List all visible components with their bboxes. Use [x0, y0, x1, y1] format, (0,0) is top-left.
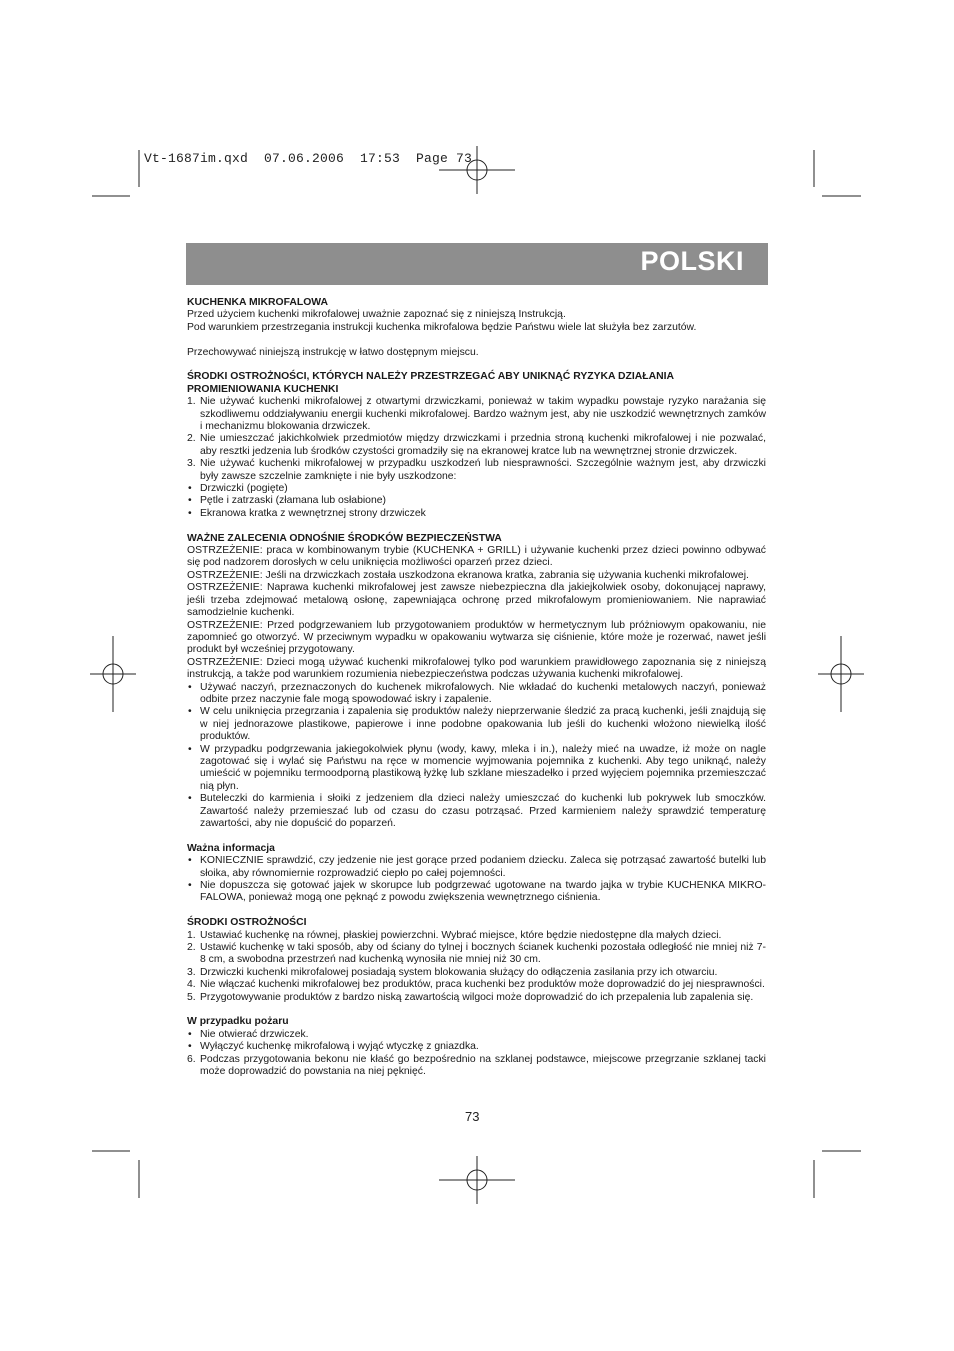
list-item: 3. Nie używać kuchenki mikrofalowej w przypadku uszkodzeń lub niesprawności. Szczególnie ważnym jest, aby drzwiczki były zawsze szczelnie zamknięte i nie były uszkodzone: — [187, 458, 766, 482]
section-title: Ważna informacja — [187, 842, 275, 854]
registration-mark-left — [90, 636, 136, 712]
list-item: 1. Ustawiać kuchenkę na równej, płaskiej powierzchni. Wybrać miejsce, które będzie niedostępne dla małych dzieci. — [187, 929, 722, 941]
bullet-item: • Ekranowa kratka z wewnętrznej strony drzwiczek — [188, 507, 426, 519]
list-item: 3. Drzwiczki kuchenki mikrofalowej posiadają system blokowania służący do odłączenia zasilania przy ich otwarciu. — [187, 966, 718, 978]
language-banner — [186, 243, 768, 285]
paragraph: Przechowywać niniejszą instrukcję w łatwo dostępnym miejscu. — [187, 346, 479, 358]
bullet-item: • Buteleczki do karmienia i słoiki z jedzeniem dla dzieci należy umieszczać do kuchenki lub pokrywek lub smoczków. Zawartość należy przemieszać lub od czasu do czasu potrząsać. Przed karmieniem należy sprawdzić temperaturę zawartości, aby nie dopuścić do poparzeń. — [188, 793, 766, 830]
bullet-item: • Nie dopuszcza się gotować jajek w skorupce lub podgrzewać ugotowane na twardo jajka w trybie KUCHENKA MIKRO-FALOWA, ponieważ mogą one pęknąć z powodu zwiększenia wewnętrznego ciśnienia. — [188, 880, 766, 904]
section-title: ŚRODKI OSTROŻNOŚCI — [187, 917, 307, 929]
warning: OSTRZEŻENIE: praca w kombinowanym trybie (KUCHENKA + GRILL) i używanie kuchenki przez dzieci powinno odbywać się pod nadzorem dorosłych w celu uniknięcia możliwości oparzeń przez dzieci. — [187, 545, 766, 569]
section-title: WAŻNE ZALECENIA ODNOŚNIE ŚRODKÓW BEZPIECZEŃSTWA — [187, 532, 502, 544]
list-item: 2. Nie umieszczać jakichkolwiek przedmiotów między drzwiczkami i przednia stroną kuchenki mikrofalowej i nie pozwalać, aby resztki jedzenia lub środków czystości gromadziły się na ekranowej kratce lub na wewnętrznej stronie drzwiczek. — [187, 433, 766, 457]
warning: OSTRZEŻENIE: Przed podgrzewaniem lub przygotowaniem produktów w hermetycznym lub próżniowym opakowaniu, nie zapomnieć go otworzyć. W przeciwnym wypadku w opakowaniu wytwarza się ciśnienie, które może je rozerwać, nawet jeśli produkt był wcześniej przygotowany. — [187, 619, 766, 656]
bullet-item: • Pętle i zatrzaski (złamana lub osłabione) — [188, 495, 386, 507]
bullet-item: • W przypadku podgrzewania jakiegokolwiek płynu (wody, kawy, mleka i in.), należy mieć na uwadze, iż może on nagle zagotować się i wylać się Państwu na ręce w momencie wyjmowania pojemnika z kuchenki. Aby tego uniknąć, należy umieścić w pojemniku termoodporną plastikową łyżkę lub szklane mieszadełko i przed wyjęciem pojemnika przemieszczać nią płyn. — [188, 743, 766, 792]
paragraph: Przed użyciem kuchenki mikrofalowej uważnie zapoznać się z niniejszą Instrukcją. — [187, 309, 566, 321]
language-title: POLSKI — [640, 246, 744, 276]
bullet-item: • Drzwiczki (pogięte) — [188, 483, 288, 495]
paragraph: Pod warunkiem przestrzegania instrukcji kuchenka mikrofalowa będzie Państwu wiele lat służyła bez zarzutów. — [187, 321, 697, 333]
warning: OSTRZEŻENIE: Naprawa kuchenki mikrofalowej jest zawsze niebezpieczna dla jakiejkolwiek osoby, dokonującej naprawy, jeśli trzeba zdejmować metalową osłonę, zapewniająca ochronę przed mikrofalowym promieniowaniem. Nie naprawiać samodzielnie kuchenki. — [187, 582, 766, 619]
warning: OSTRZEŻENIE: Jeśli na drzwiczkach została uszkodzona ekranowa kratka, zabrania się używania kuchenki mikrofalowej. — [187, 569, 749, 581]
section-title: W przypadku pożaru — [187, 1016, 289, 1028]
print-slug: Vt-1687im.qxd 07.06.2006 17:53 Page 73 — [144, 151, 473, 166]
section-title: KUCHENKA MIKROFALOWA — [187, 297, 329, 308]
manual-content — [187, 297, 766, 1079]
bullet-item: • KONIECZNIE sprawdzić, czy jedzenie nie jest gorące przed podaniem dziecku. Zaleca się potrząsać zawartość butelki lub słoika, aby równomiernie rozprowadzić ciepło po całej pojemności. — [188, 855, 766, 879]
list-item: 6. Podczas przygotowania bekonu nie kłaść go bezpośrednio na szklanej podstawce, miejscowe przegrzanie szklanej tacki może doprowadzić do powstania na niej pęknięć. — [187, 1053, 766, 1078]
bullet-item: • Używać naczyń, przeznaczonych do kuchenek mikrofalowych. Nie wkładać do kuchenki metalowych naczyń, ponieważ odbite przez naczynie fale mogą spowodować iskry i zapalenie. — [188, 681, 766, 705]
section-title: ŚRODKI OSTROŻNOŚCI, KTÓRYCH NALEŻY PRZESTRZEGAĆ ABY UNIKNĄĆ RYZYKA DZIAŁANIA PROMIENIOWANIA KUCHENKI — [187, 371, 674, 395]
list-item: 1. Nie używać kuchenki mikrofalowej z otwartymi drzwiczkami, ponieważ w takim wypadku powstaje ryzyko narażania się szkodliwemu oddziaływaniu energii kuchenki mikrofalowej. Bardzo ważnym jest, aby nie uszkodzić wewnętrznych zamków i mechanizmu blokowania drzwiczek. — [187, 396, 766, 433]
list-item: 5. Przygotowywanie produktów z bardzo niską zawartością wilgoci może doprowadzić do ich przepalenia lub zapalenia się. — [187, 991, 754, 1003]
registration-mark-top — [439, 146, 515, 194]
registration-mark-right — [818, 636, 864, 712]
bullet-item: • Nie otwierać drzwiczek. — [188, 1028, 309, 1040]
bullet-item: • Wyłączyć kuchenkę mikrofalową i wyjąć wtyczkę z gniazdka. — [188, 1041, 479, 1053]
list-item: 4. Nie włączać kuchenki mikrofalowej bez produktów, praca kuchenki bez produktów może doprowadzić do jej niesprawności. — [187, 979, 765, 991]
registration-mark-bottom — [439, 1156, 515, 1204]
page-number: 73 — [465, 1109, 480, 1124]
bullet-item: • W celu uniknięcia przegrzania i zapalenia się produktów należy nieprzerwanie śledzić za pracą kuchenki, jeśli znajdują się w niej jednorazowe plastikowe, papierowe i inne podobne opakowania lub jeśli do kuchenki włożono niewielką ilość produktów. — [188, 706, 766, 743]
warning: OSTRZEŻENIE: Dzieci mogą używać kuchenki mikrofalowej tylko pod warunkiem prawidłowego zapoznania się z niniejszą instrukcją, a także pod warunkiem rozumienia niebezpieczeństwa podczas używania kuchenki mikrofalowej. — [187, 656, 766, 681]
list-item: 2. Ustawić kuchenkę w taki sposób, aby od ściany do tylnej i bocznych ścianek kuchenki pozostała odległość nie mniej niż 7-8 cm, a swobodna przestrzeń nad kuchenką wynosiła nie mniej niż 30 cm. — [187, 942, 766, 966]
